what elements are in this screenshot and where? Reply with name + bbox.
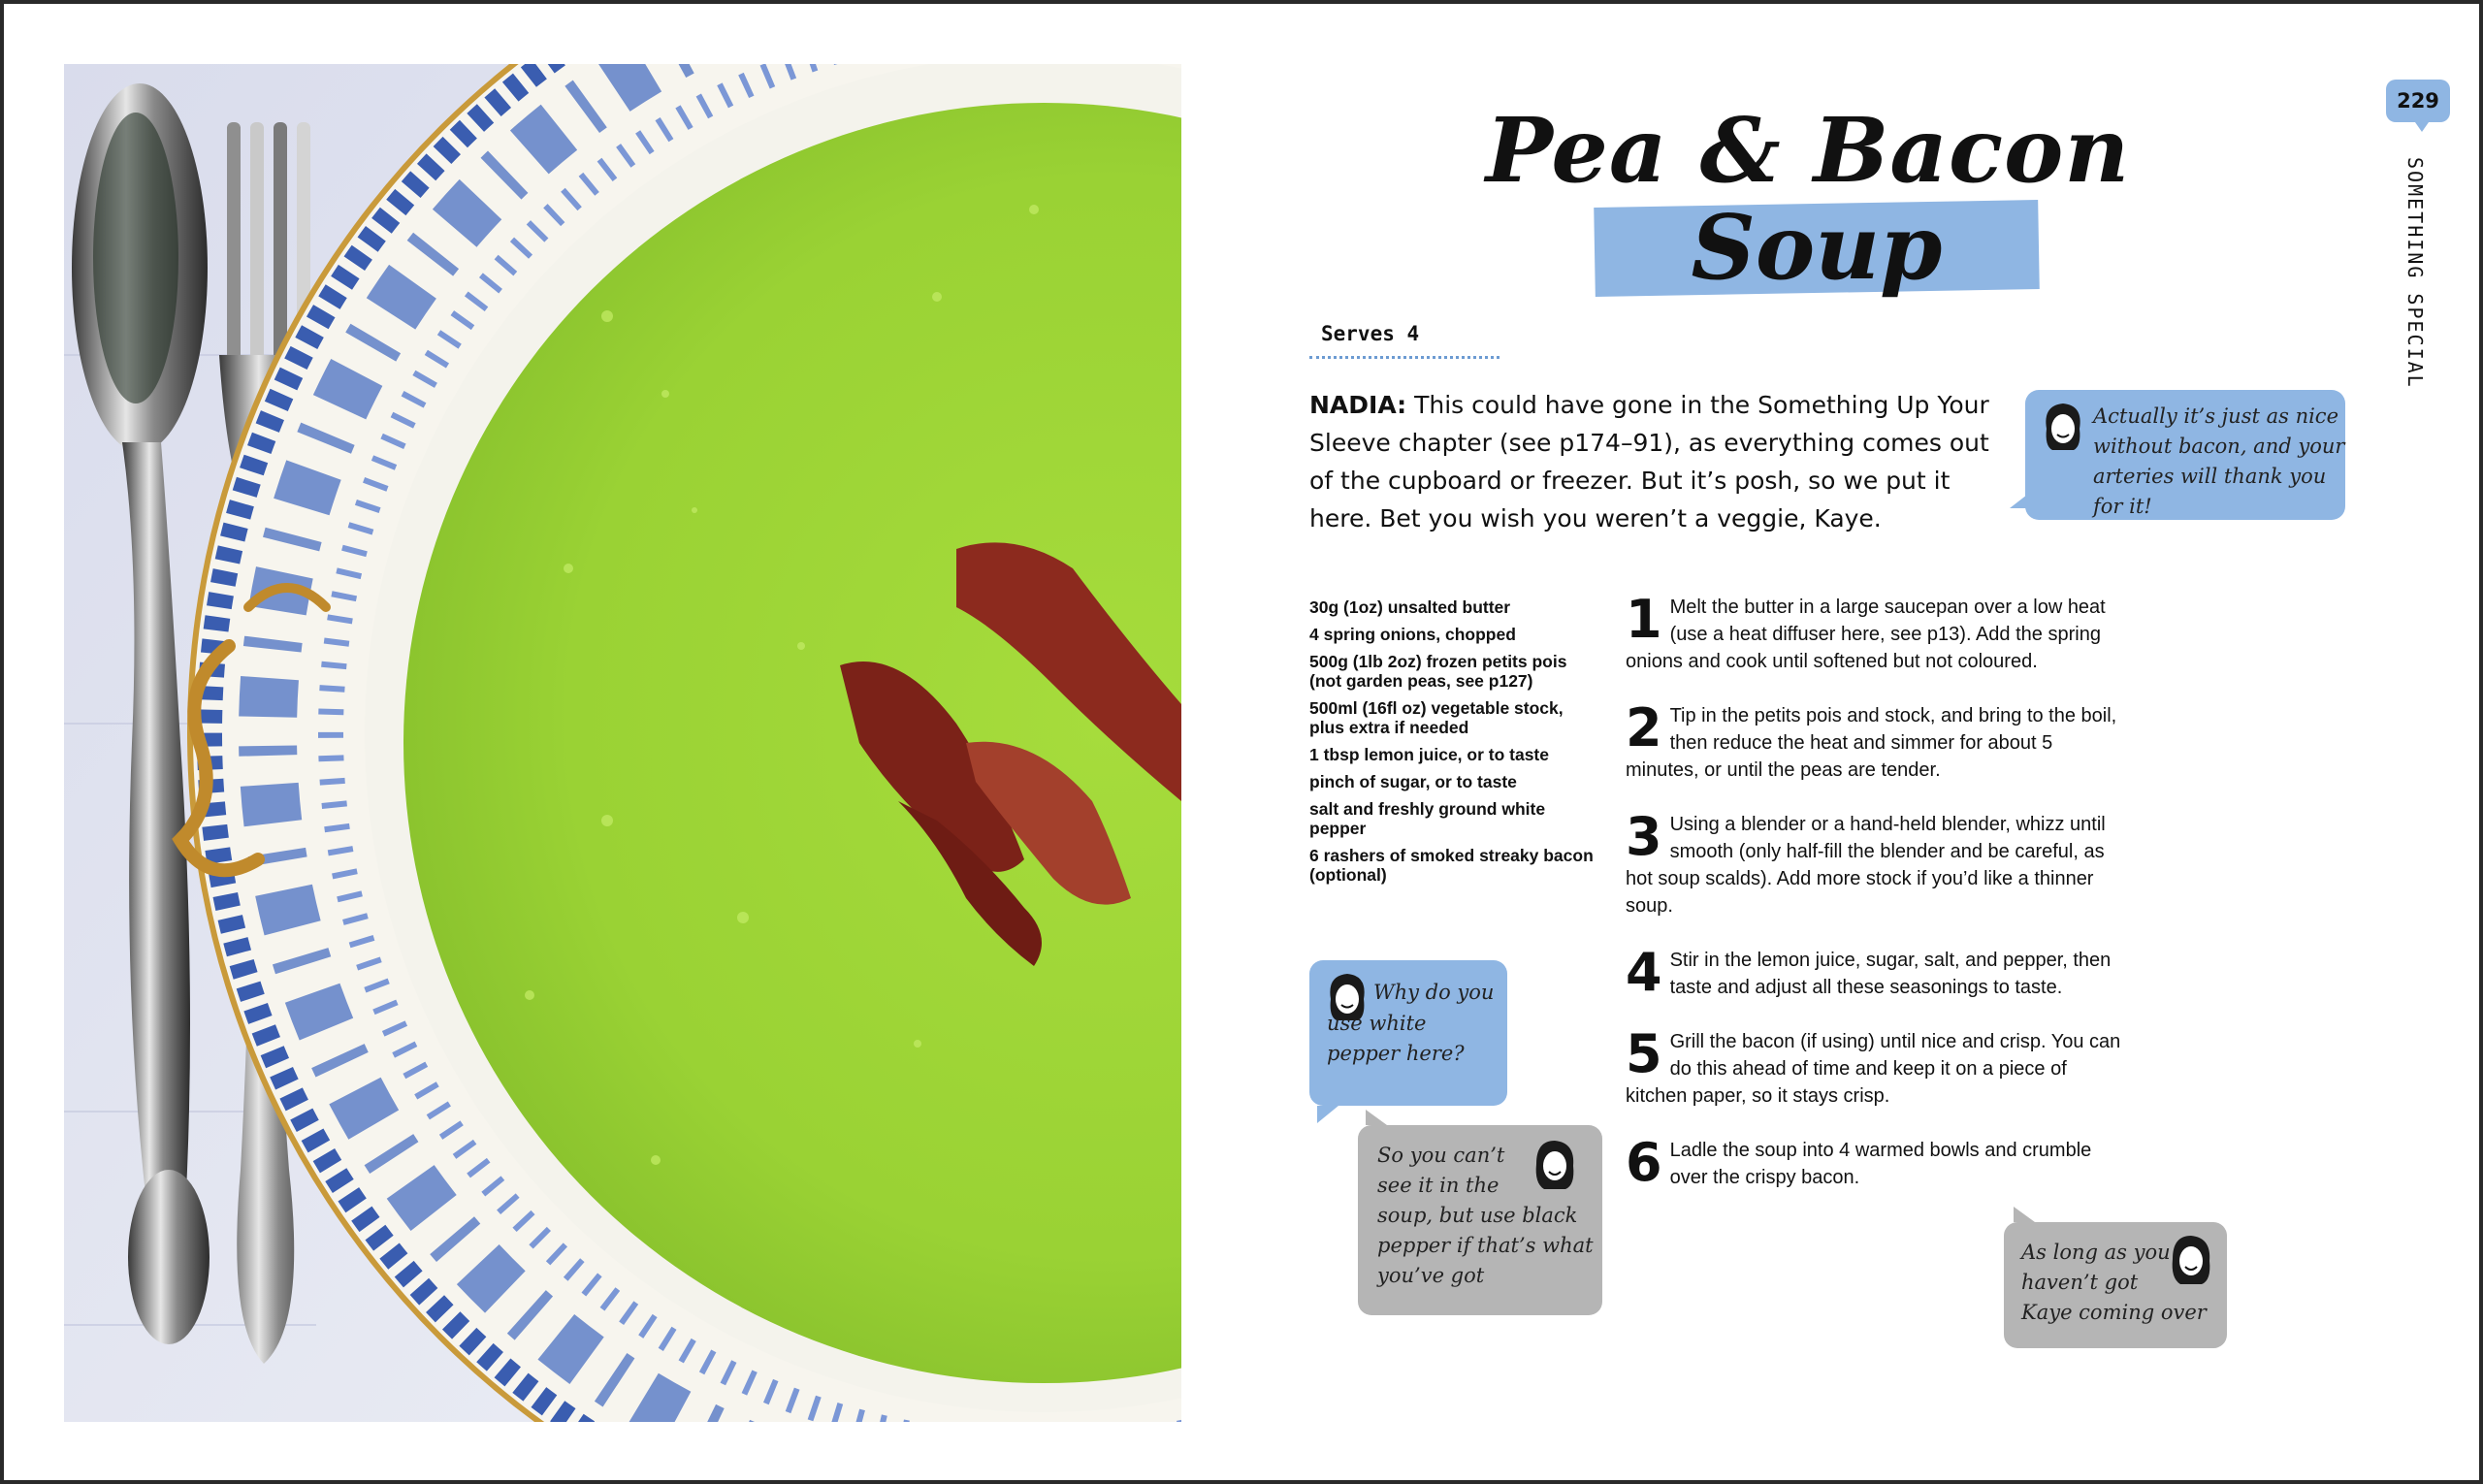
speech-bubble-why	[1309, 960, 1507, 1106]
ingredient-item: salt and freshly ground white pepper	[1309, 799, 1546, 838]
method-step	[1626, 697, 2130, 784]
ingredient-item: pinch of sugar, or to taste	[1309, 772, 1517, 791]
bubble-line: So you can’t	[1377, 1144, 1505, 1167]
ingredient-item: 4 spring onions, chopped	[1309, 625, 1516, 644]
bubble-line: Kaye coming over	[2021, 1301, 2207, 1324]
bubble-line: haven’t got	[2021, 1271, 2139, 1294]
step-text: Stir in the lemon juice, sugar, salt, and pepper, then taste and adjust all these seasonings to taste.	[1669, 950, 2112, 998]
dotted-divider	[1309, 356, 1499, 359]
method-steps	[1626, 589, 2130, 1218]
step-number: 1	[1626, 589, 1662, 650]
bubble-line: you’ve got	[1377, 1264, 1485, 1287]
bubble-line: pepper if that’s what	[1377, 1234, 1594, 1257]
woman-face-icon	[2039, 400, 2087, 456]
step-text: Ladle the soup into 4 warmed bowls and crumble over the crispy bacon.	[1669, 1140, 2092, 1188]
ingredient-item: 6 rashers of smoked streaky bacon (optional)	[1309, 846, 1594, 885]
speech-bubble-top	[2025, 390, 2345, 520]
step-text: Using a blender or a hand-held blender, whizz until smooth (only half-fill the blender and be careful, as hot soup scalds). Add more stock if you’d like a thinner soup.	[1626, 814, 2106, 917]
page-number: 229	[2386, 80, 2450, 122]
soup-illustration	[64, 64, 1181, 1422]
bubble-line: arteries will thank you for it!	[2093, 465, 2327, 518]
intro-paragraph	[1309, 386, 2017, 537]
step-number: 4	[1626, 942, 1662, 1003]
bubble-line: without bacon, and your	[2093, 435, 2345, 458]
step-number: 3	[1626, 806, 1662, 867]
section-label	[2396, 157, 2435, 389]
method-step	[1626, 806, 2130, 919]
ingredient-item: 500g (1lb 2oz) frozen petits pois (not garden peas, see p127)	[1309, 652, 1567, 691]
recipe-title-line1: Pea & Bacon	[1485, 98, 2131, 203]
bubble-tail	[1366, 1110, 1387, 1125]
ingredients-list	[1309, 597, 1600, 892]
method-step	[1626, 589, 2130, 675]
recipe-title-line2: Soup	[1691, 195, 1943, 300]
step-text: Melt the butter in a large saucepan over a low heat (use a heat diffuser here, see p13). Add the spring onions and cook until softened but not coloured.	[1626, 597, 2106, 672]
method-step	[1626, 1132, 2130, 1193]
step-number: 5	[1626, 1023, 1662, 1084]
step-text: Grill the bacon (if using) until nice and crisp. You can do this ahead of time and keep it on a piece of kitchen paper, so it stays crisp.	[1626, 1031, 2121, 1107]
bubble-line: Actually it’s just as nice	[2093, 404, 2338, 428]
ingredient-item: 1 tbsp lemon juice, or to taste	[1309, 745, 1549, 764]
speech-bubble-long	[2004, 1222, 2227, 1348]
bubble-line: soup, but use black	[1377, 1204, 1578, 1227]
step-number: 2	[1626, 697, 1662, 758]
bubble-line: pepper here?	[1327, 1042, 1465, 1065]
bubble-line: As long as you	[2021, 1241, 2171, 1264]
pea-soup-photo	[64, 64, 1181, 1422]
bubble-tail	[2010, 495, 2027, 508]
method-step	[1626, 942, 2130, 1003]
intro-speaker: NADIA:	[1309, 391, 1407, 419]
bubble-tail	[2014, 1207, 2035, 1222]
book-spread	[4, 4, 2479, 1480]
ingredient-item: 500ml (16fl oz) vegetable stock, plus extra if needed	[1309, 698, 1564, 737]
bubble-tail	[1317, 1106, 1338, 1123]
intro-text: This could have gone in the Something Up Your Sleeve chapter (see p174–91), as everything comes out of the cupboard or freezer. But it’s posh, so we put it here. Bet you wish you weren’t a veggie, Kaye.	[1309, 391, 1989, 532]
bubble-line: use white	[1327, 1012, 1427, 1035]
bubble-line: see it in the	[1377, 1174, 1499, 1197]
ingredient-item: 30g (1oz) unsalted butter	[1309, 597, 1511, 617]
step-text: Tip in the petits pois and stock, and bring to the boil, then reduce the heat and simmer for about 5 minutes, or until the peas are tender.	[1626, 705, 2117, 781]
method-step	[1626, 1023, 2130, 1110]
speech-bubble-so	[1358, 1125, 1602, 1315]
section-label-text: SOMETHING SPECIAL	[2403, 157, 2427, 389]
serves-label: Serves 4	[1321, 322, 1420, 345]
bubble-line: Why do you	[1373, 981, 1495, 1004]
step-number: 6	[1626, 1132, 1662, 1193]
